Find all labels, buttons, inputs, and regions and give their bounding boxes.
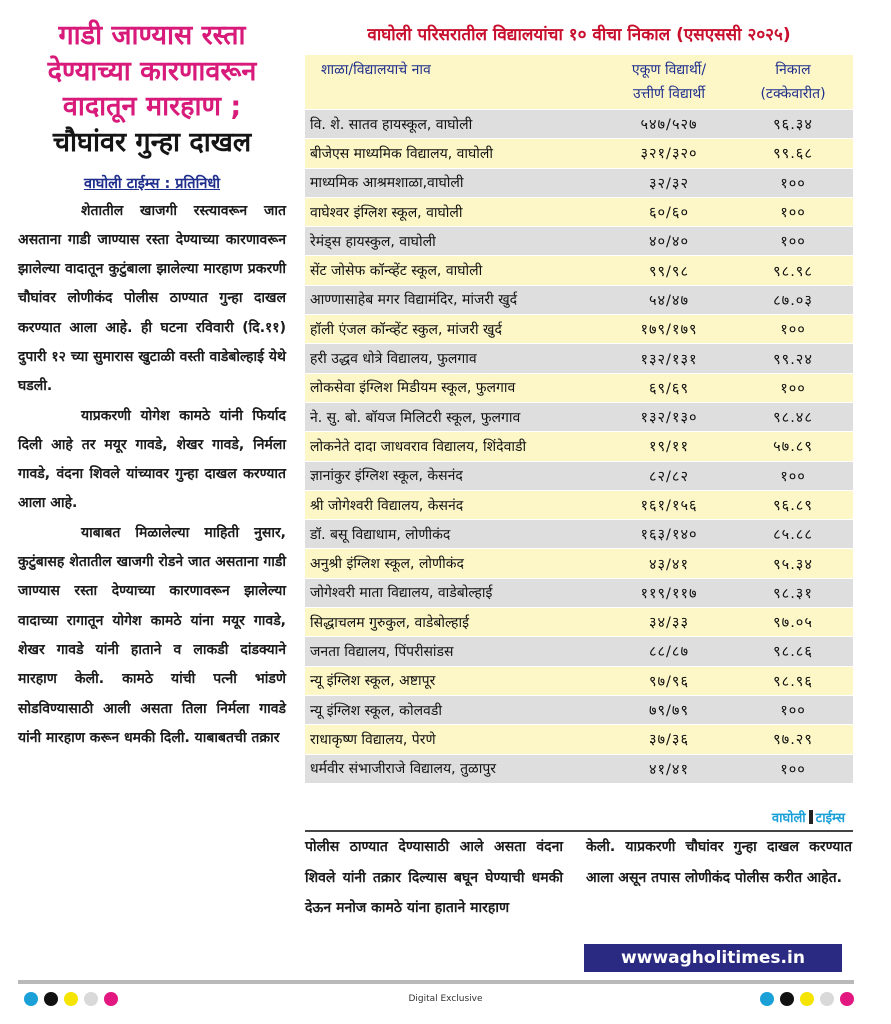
school-name-cell: सेंट जोसेफ कॉन्व्हेंट स्कूल, वाघोली [305, 256, 605, 285]
result-cell: ५७.८९ [733, 432, 853, 461]
header-students-line-1: एकूण विद्यार्थी/ [631, 62, 707, 78]
students-cell: ७९/७९ [605, 695, 733, 724]
result-cell: ९६.८९ [733, 490, 853, 519]
school-name-cell: लोकनेते दादा जाधवराव विद्यालय, शिंदेवाडी [305, 432, 605, 461]
table-row [305, 373, 853, 402]
school-name-cell: लोकसेवा इंग्लिश मिडीयम स्कूल, फुलगाव [305, 373, 605, 402]
students-cell: ६०/६० [605, 197, 733, 226]
students-cell: ४३/४१ [605, 549, 733, 578]
article-paragraph-3: याबाबत मिळालेल्या माहिती नुसार, कुटुंबासह शेतातील खाजगी रोडने जात असताना गाडी जाण्यास रस्ता देण्याच्या कारणावरून झालेल्या वादाच्या रागातून योगेश कामठे यांना मयूर गावडे, शेखर गावडे यांनी हाताने व लाकडी दांडक्याने मारहाण केली. कामठे यांची पत्नी भांडणे सोडविण्यासाठी आली असता तिला निर्मला गावडे यांनी मारहाण करून धमकी दिली. याबाबतची तक्रार [18, 524, 286, 746]
table-row [305, 608, 853, 637]
result-cell: ९९.६८ [733, 139, 853, 168]
result-cell: ९६.३४ [733, 110, 853, 139]
article-paragraph-2: याप्रकरणी योगेश कामठे यांनी फिर्याद दिली आहे तर मयूर गावडे, शेखर गावडे, निर्मला गावडे, वंदना शिवले यांच्यावर गुन्हा दाखल करण्यात आला आहे. [18, 407, 286, 512]
header-result-line-2: (टक्केवारीत) [760, 86, 826, 102]
students-cell: ५४७/५२७ [605, 110, 733, 139]
header-result [733, 55, 853, 110]
school-name-cell: अनुश्री इंग्लिश स्कूल, लोणीकंद [305, 549, 605, 578]
table-row [305, 578, 853, 607]
school-name-cell: वाघेश्वर इंग्लिश स्कूल, वाघोली [305, 197, 605, 226]
headline-line-4: चौघांवर गुन्हा दाखल [52, 126, 252, 158]
table-row [305, 549, 853, 578]
result-cell: ९८.४८ [733, 402, 853, 431]
students-cell: ११९/११७ [605, 578, 733, 607]
school-name-cell: ने. सु. बो. बॉयज मिलिटरी स्कूल, फुलगाव [305, 402, 605, 431]
school-name-cell: राधाकृष्ण विद्यालय, पेरणे [305, 725, 605, 754]
students-cell: ३४/३३ [605, 608, 733, 637]
article-continuation-col-2: पोलीस ठाण्यात देण्यासाठी आले असता वंदना शिवले यांनी तक्रार दिल्यास बघून घेण्याची धमकी देऊन मनोज कामठे यांना हाताने मारहाण [305, 839, 563, 916]
students-cell: १६३/१४० [605, 520, 733, 549]
table-row [305, 139, 853, 168]
school-name-cell: जनता विद्यालय, पिंपरीसांडस [305, 637, 605, 666]
table-row [305, 637, 853, 666]
logo-text-right: टाईम्स [815, 811, 845, 826]
result-cell: १०० [733, 695, 853, 724]
students-cell: ८८/८७ [605, 637, 733, 666]
pen-icon [809, 810, 813, 824]
table-row [305, 197, 853, 226]
students-cell: ३७/३६ [605, 725, 733, 754]
result-cell: १०० [733, 227, 853, 256]
table-row [305, 344, 853, 373]
school-name-cell: न्यू इंग्लिश स्कूल, अष्टापूर [305, 666, 605, 695]
table-row [305, 402, 853, 431]
headline-line-1: गाडी जाण्यास रस्ता [58, 20, 246, 51]
header-school-label: शाळा/विद्यालयाचे नाव [321, 62, 431, 78]
headline [18, 18, 286, 161]
school-name-cell: सिद्धाचलम गुरुकुल, वाडेबोल्हाई [305, 608, 605, 637]
school-name-cell: बीजेएस माध्यमिक विद्यालय, वाघोली [305, 139, 605, 168]
logo-text-left: वाघोली [771, 811, 806, 826]
wagholi-times-logo [772, 808, 845, 826]
students-cell: ८२/८२ [605, 461, 733, 490]
table-row [305, 285, 853, 314]
school-name-cell: माध्यमिक आश्रमशाळा,वाघोली [305, 168, 605, 197]
table-row [305, 725, 853, 754]
result-cell: १०० [733, 168, 853, 197]
table-row [305, 520, 853, 549]
header-result-line-1: निकाल [775, 62, 811, 78]
website-link[interactable]: wwwagholitimes.in [584, 944, 842, 972]
students-cell: १६१/१५६ [605, 490, 733, 519]
byline: वाघोली टाईम्स : प्रतिनिधी [83, 175, 221, 192]
header-students-line-2: उत्तीर्ण विद्यार्थी [633, 86, 705, 102]
result-cell: ९५.३४ [733, 549, 853, 578]
footer-label: Digital Exclusive [408, 994, 483, 1004]
table-row [305, 432, 853, 461]
table-row [305, 754, 853, 783]
school-name-cell: रेमंड्स हायस्कुल, वाघोली [305, 227, 605, 256]
result-cell: ९८.९८ [733, 256, 853, 285]
table-row [305, 168, 853, 197]
school-name-cell: वि. शे. सातव हायस्कूल, वाघोली [305, 110, 605, 139]
table-row [305, 110, 853, 139]
result-cell: १०० [733, 373, 853, 402]
school-name-cell: धर्मवीर संभाजीराजे विद्यालय, तुळापुर [305, 754, 605, 783]
result-cell: १०० [733, 315, 853, 344]
article-body [18, 197, 286, 754]
article-continuation-col-3: केली. याप्रकरणी चौघांवर गुन्हा दाखल करण्यात आला असून तपास लोणीकंद पोलीस करीत आहेत. [586, 839, 852, 886]
article-paragraph-1: शेतातील खाजगी रस्त्यावरून जात असताना गाडी जाण्यास रस्ता देण्याच्या कारणावरून झालेल्या वादातून कुटुंबाला झालेल्या मारहाण प्रकरणी चौघांवर लोणीकंद पोलीस ठाण्यात गुन्हा दाखल करण्यात आला आहे. ही घटना रविवारी (दि.११) दुपारी १२ च्या सुमारास खुटाळी वस्ती वाडेबोल्हाई येथे घडली. [18, 202, 286, 395]
table-row [305, 256, 853, 285]
table-title: वाघोली परिसरातील विद्यालयांचा १० वीचा निकाल (एसएससी २०२५) [367, 25, 791, 45]
table-row [305, 461, 853, 490]
students-cell: ९७/९६ [605, 666, 733, 695]
students-cell: १३२/१३० [605, 402, 733, 431]
students-cell: ६९/६९ [605, 373, 733, 402]
school-name-cell: श्री जोगेश्वरी विद्यालय, केसनंद [305, 490, 605, 519]
result-cell: ९८.३१ [733, 578, 853, 607]
students-cell: १७९/१७९ [605, 315, 733, 344]
school-name-cell: जोगेश्वरी माता विद्यालय, वाडेबोल्हाई [305, 578, 605, 607]
students-cell: ५४/४७ [605, 285, 733, 314]
students-cell: ४०/४० [605, 227, 733, 256]
table-row [305, 490, 853, 519]
students-cell: ३२/३२ [605, 168, 733, 197]
students-cell: ४१/४१ [605, 754, 733, 783]
school-name-cell: हरी उद्धव धोत्रे विद्यालय, फुलगाव [305, 344, 605, 373]
school-name-cell: न्यू इंग्लिश स्कूल, कोलवडी [305, 695, 605, 724]
headline-line-2: देण्याच्या कारणावरून [47, 55, 257, 87]
students-cell: १३२/१३१ [605, 344, 733, 373]
table-row [305, 666, 853, 695]
students-cell: १९/११ [605, 432, 733, 461]
students-cell: ३२१/३२० [605, 139, 733, 168]
footer-bar [18, 980, 854, 984]
header-school [305, 55, 605, 110]
table-body [305, 110, 853, 784]
result-cell: ९९.२४ [733, 344, 853, 373]
result-cell: ९८.९६ [733, 666, 853, 695]
table-row [305, 695, 853, 724]
result-cell: ९८.८६ [733, 637, 853, 666]
table-row [305, 315, 853, 344]
results-table [305, 55, 853, 783]
table-row [305, 227, 853, 256]
result-cell: १०० [733, 461, 853, 490]
result-cell: ८५.८८ [733, 520, 853, 549]
school-name-cell: डॉ. बसू विद्याधाम, लोणीकंद [305, 520, 605, 549]
result-cell: १०० [733, 754, 853, 783]
result-cell: ९७.०५ [733, 608, 853, 637]
school-name-cell: आण्णासाहेब मगर विद्यामंदिर, मांजरी खुर्द [305, 285, 605, 314]
results-section [305, 22, 853, 826]
table-header-row [305, 55, 853, 110]
header-students [605, 55, 733, 110]
headline-line-3: वादातून मारहाण ; [62, 91, 242, 123]
school-name-cell: हॉली एंजल कॉन्व्हेंट स्कुल, मांजरी खुर्द [305, 315, 605, 344]
article-left-column [18, 18, 286, 753]
result-cell: ८७.०३ [733, 285, 853, 314]
school-name-cell: ज्ञानांकुर इंग्लिश स्कूल, केसनंद [305, 461, 605, 490]
result-cell: १०० [733, 197, 853, 226]
result-cell: ९७.२९ [733, 725, 853, 754]
students-cell: ९९/९८ [605, 256, 733, 285]
